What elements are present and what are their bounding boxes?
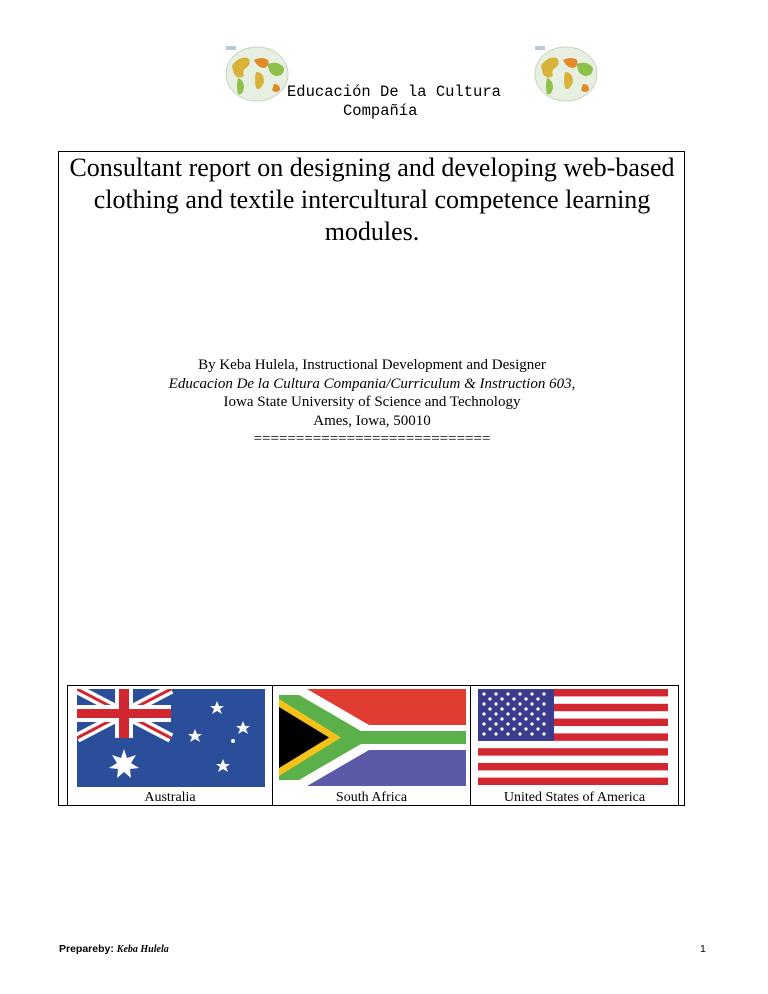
flag-label-south-africa: South Africa — [335, 790, 408, 805]
australia-flag-icon — [77, 689, 265, 787]
company-name-line-1: Educación De la Cultura — [287, 83, 501, 101]
affiliation-line — [62, 375, 682, 394]
south-africa-flag-icon — [279, 689, 466, 786]
flag-label-usa: United States of America — [503, 790, 646, 805]
affiliation-course: Educacion De la Cultura Compania/Curriculum & Instruction 603 — [168, 375, 572, 392]
separator-line: ============================ — [253, 431, 491, 447]
affiliation-suffix: , — [571, 375, 576, 392]
author-block — [62, 356, 682, 449]
prepared-by-name: Keba Hulela — [116, 944, 169, 955]
world-map-globe-icon — [224, 44, 290, 104]
report-title: Consultant report on designing and developing web-based clothing and textile intercultural competence learning modules. — [69, 153, 675, 246]
flag-label-australia: Australia — [144, 790, 196, 805]
flag-cell-south-africa — [273, 686, 471, 805]
flag-cell-usa — [471, 686, 678, 805]
flag-cell-australia — [68, 686, 273, 805]
footer-prepared-by — [59, 943, 169, 955]
company-name-line-2: Compañía — [343, 102, 418, 120]
flags-table — [67, 685, 679, 805]
prepared-by-label: Prepareby: — [59, 943, 114, 955]
page-number: 1 — [700, 943, 706, 955]
university-line: Iowa State University of Science and Technology — [223, 394, 521, 410]
world-map-globe-icon — [533, 44, 599, 104]
address-line: Ames, Iowa, 50010 — [313, 412, 431, 429]
usa-flag-icon — [478, 689, 668, 785]
author-line: By Keba Hulela, Instructional Development and Designer — [198, 357, 546, 373]
